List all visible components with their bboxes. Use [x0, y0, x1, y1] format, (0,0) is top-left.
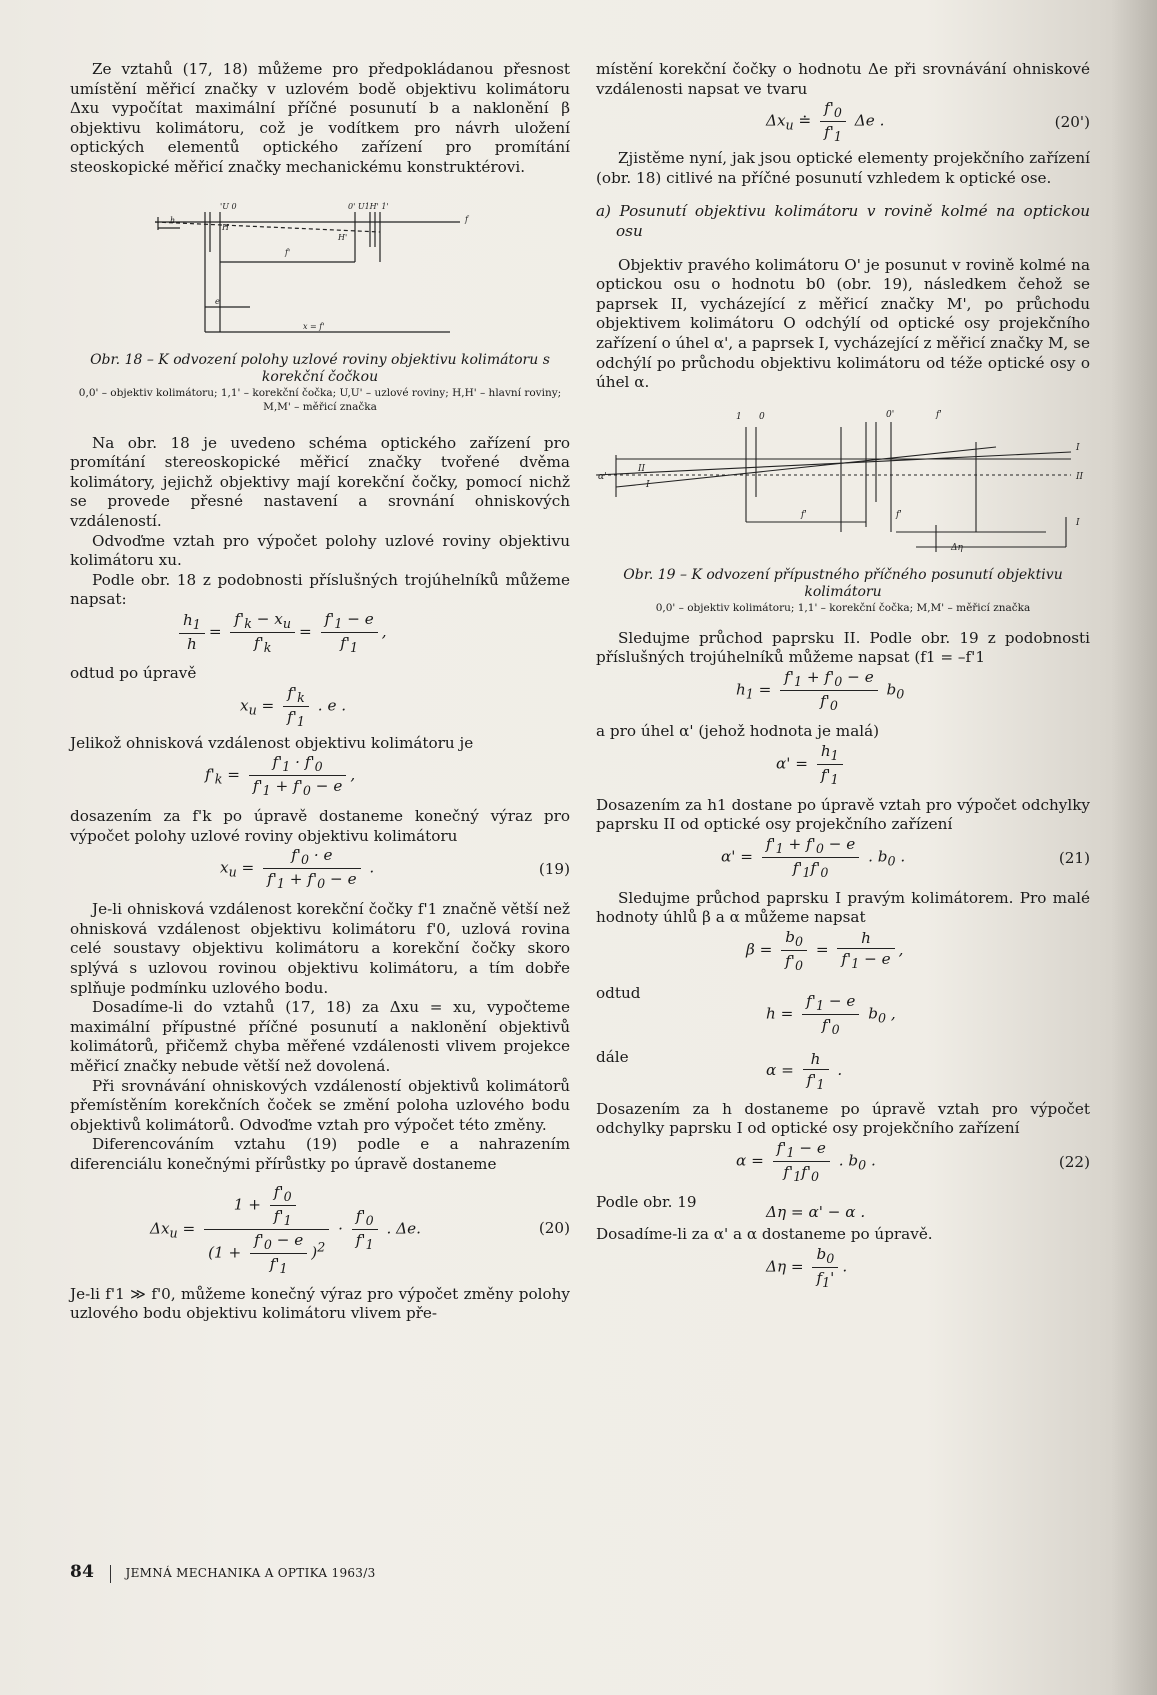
svg-text:II: II — [638, 463, 646, 474]
equation-h: odtud h = $\frac{f'_1 - e}{f'_0}$ $b_0$ , — [596, 983, 896, 1037]
equation-number: (20) — [538, 1218, 570, 1237]
paragraph: Objektiv pravého kolimátoru O' je posunut v rovině kolmé na optickou osu o hodnotu b0 (obr. 19), následkem čehož se paprsek II, vycházející z měřicí značky M', po průchodu objektivem kolimátoru O odchýlí od optické osy projekčního zařízení o úhel α', a paprsek I, vycházející z měřicí značky M, se odchýlí po průchodu objektivu kolimátoru od téže optické osy o úhel α. — [596, 255, 1090, 392]
figure-18 — [70, 192, 570, 342]
divider — [110, 1565, 111, 1583]
journal-name: JEMNÁ MECHANIKA A OPTIKA 1963/3 — [125, 1566, 376, 1580]
svg-text:I: I — [1076, 442, 1080, 453]
svg-text:f: f — [465, 214, 468, 224]
svg-text:0: 0 — [759, 411, 765, 422]
equation-number: (21) — [1058, 848, 1090, 867]
right-column — [596, 60, 1090, 1295]
svg-text:e: e — [215, 296, 220, 306]
paragraph: místění korekční čočky o hodnotu Δe při srovnávání ohniskové vzdálenosti napsat ve tvaru — [596, 60, 1090, 98]
equation-delta-eta-final: Δη = $\frac{b_0}{f_1'}$ . — [766, 1244, 848, 1290]
svg-text:H: H — [222, 222, 229, 232]
svg-text:Δη: Δη — [951, 542, 963, 553]
equation-alpha-prime-simple: α' = $\frac{h_1}{f'_1}$ — [596, 742, 1090, 796]
svg-text:0': 0' — [886, 409, 895, 420]
paragraph: Při srovnávání ohniskových vzdáleností objektivů kolimátorů přemístěním korekčních čoček se změní poloha uzlového bodu objektivů kolimátorů. Odvoďme vztah pro výpočet této změny. — [70, 1076, 570, 1134]
figure-19-diagram — [596, 407, 1090, 557]
paragraph: Diferencováním vztahu (19) podle e a nahrazením diferenciálu konečnými přírůstky po úpravě dostaneme — [70, 1135, 570, 1173]
paragraph: Je-li ohnisková vzdálenost korekční čočky f'1 značně větší než ohnisková vzdálenost objektivu kolimátoru f'0, uzlová rovina celé soustavy objektivu kolimátoru a korekční čočky skoro splývá s uzlovou rovinou objektivu kolimátoru, a tím dobře splňuje podmínku uzlového bodu. — [70, 900, 570, 997]
paragraph: Dosazením za h1 dostane po úpravě vztah pro výpočet odchylky paprsku II od optické osy projekčního zařízení — [596, 795, 1090, 834]
svg-text:0' U1H' 1': 0' U1H' 1' — [348, 201, 389, 211]
page-number: 84 — [70, 1562, 95, 1582]
label-podle: Podle obr. 19 — [596, 1193, 697, 1212]
figure-18-diagram — [70, 192, 570, 342]
equation-20: $\Delta x_u$ = 1 + $\frac{f'_0}{f'_1}$ (1 + $\frac{f'_0 - e}{f'_1}$ )$^2$ · $\frac{f'_0}{f'_1}$ . Δe. (20) — [150, 1182, 570, 1276]
svg-text:II: II — [1076, 471, 1084, 482]
svg-text:f': f' — [801, 509, 807, 520]
paragraph: Ze vztahů (17, 18) můžeme pro předpokládanou přesnost umístění měřicí značky v uzlovém bodě objektivu kolimátoru Δxu vypočítat maximální příčné posunutí b a naklonění β objektivu kolimátoru, což je vodítkem pro návrh uložení optických elementů optického zařízení pro promítání steoskopické měřicí značky mechanickému konstruktérovi. — [70, 60, 570, 176]
figure-18-caption: Obr. 18 – K odvození polohy uzlové roviny objektivu kolimátoru s korekční čočkou — [90, 351, 550, 385]
svg-text:1: 1 — [736, 411, 742, 422]
paragraph: Dosadíme-li do vztahů (17, 18) za Δxu = xu, vypočteme maximální přípustné příčné posunutí a naklonění objektivů kolimátorů, přičemž chyba měřené vzdálenosti vlivem projekce měřicí značky nebude větší než dovolená. — [70, 998, 570, 1076]
label-dale: dále — [596, 1047, 629, 1066]
equation-fk: $f'_k$ = $\frac{f'_1 \cdot f'_0}{f'_1 + f'_0 - e}$ , — [205, 753, 356, 799]
paragraph: Odvoďme vztah pro výpočet polohy uzlové roviny objektivu kolimátoru xu. — [70, 531, 570, 570]
svg-text:H': H' — [338, 232, 348, 242]
equation-h1: $h_1$ = $\frac{f'_1 + f'_0 - e}{f'_0}$ $b_0$ — [736, 667, 905, 713]
equation-number: (22) — [1058, 1153, 1090, 1172]
left-column — [70, 60, 570, 1324]
equation-number: (19) — [538, 860, 570, 879]
paragraph: Sledujme průchod paprsku II. Podle obr. 19 z podobnosti příslušných trojúhelníků můžeme napsat (f1 = –f'1 — [596, 628, 1090, 667]
paragraph: a pro úhel α' (jehož hodnota je malá) — [596, 721, 880, 740]
svg-text:f': f' — [285, 247, 291, 257]
paragraph: Na obr. 18 je uvedeno schéma optického zařízení pro promítání stereoskopické měřicí značky tvořené dvěma kolimátory, jejichž objektivy mají korekční čočky, pomocí nichž se provede přesné nastavení a srovnání ohniskových vzdáleností. — [70, 433, 570, 530]
figure-18-legend: 0,0' – objektiv kolimátoru; 1,1' – korekční čočka; U,U' – uzlové roviny; H,H' – hlavní roviny; M,M' – měřicí značka — [78, 386, 562, 413]
page-footer — [70, 1562, 376, 1583]
equation-similar-triangles: $\frac{h_1}{h}$ = $\frac{f'_k - x_u}{f'_k}$ = $\frac{f'_1 - e}{f'_1}$ , — [70, 610, 570, 664]
equation-number: (20') — [1054, 113, 1090, 132]
svg-text:f': f' — [936, 409, 942, 420]
svg-text:h: h — [170, 215, 176, 225]
equation-21: α' = $\frac{f'_1 + f'_0 - e}{f'_1f'_0}$ . $b_0$ . (21) — [721, 834, 1090, 880]
figure-19-caption: Obr. 19 – K odvození přípustného příčného posunutí objektivu kolimátoru — [623, 566, 1063, 600]
paragraph: Je-li f'1 ≫ f'0, můžeme konečný výraz pro výpočet změny polohy uzlového bodu objektivu kolimátoru vlivem pře- — [70, 1284, 570, 1323]
figure-19 — [596, 407, 1090, 557]
figure-19-legend: 0,0' – objektiv kolimátoru; 1,1' – korekční čočka; M,M' – měřicí značka — [655, 601, 1031, 614]
paragraph: Sledujme průchod paprsku I pravým kolimátorem. Pro malé hodnoty úhlů β a α můžeme napsat — [596, 888, 1090, 927]
equation-beta: β = $\frac{b_0}{f'_0}$ = $\frac{h}{f'_1 - e}$ , — [746, 927, 904, 973]
equation-19: $x_u$ = $\frac{f'_0 \cdot e}{f'_1 + f'_0 - e}$ . (19) — [220, 846, 570, 892]
equation-xu-simple: $x_u$ = $\frac{f'_k}{f'_1}$ . e . — [240, 683, 347, 729]
svg-text:I: I — [1076, 517, 1080, 528]
equation-delta-eta: Podle obr. 19 Δη = α' − α . — [596, 1193, 866, 1222]
svg-text:x = f': x = f' — [303, 321, 325, 331]
svg-text:f': f' — [896, 509, 902, 520]
svg-text:'U 0: 'U 0 — [220, 201, 237, 211]
paragraph: Podle obr. 18 z podobnosti příslušných trojúhelníků můžeme napsat: — [70, 570, 570, 609]
paragraph: Dosazením za h dostaneme po úpravě vztah pro výpočet odchylky paprsku I od optické osy projekčního zařízení — [596, 1099, 1090, 1138]
equation-alpha-simple: dále α = $\frac{h}{f'_1}$ . — [596, 1047, 843, 1092]
paragraph: Jelikož ohnisková vzdálenost objektivu kolimátoru je — [70, 733, 474, 752]
paragraph: dosazením za f'k po úpravě dostaneme konečný výraz pro výpočet polohy uzlové roviny objektivu kolimátoru — [70, 807, 570, 845]
section-heading: a) Posunutí objektivu kolimátoru v rovině kolmé na optickou osu — [596, 202, 1090, 240]
paragraph: Dosadíme-li za α' a α dostaneme po úpravě. — [596, 1225, 933, 1244]
svg-text:α': α' — [598, 471, 607, 482]
equation-22: α = $\frac{f'_1 - e}{f'_1f'_0}$ . $b_0$ . (22) — [736, 1139, 1090, 1185]
svg-text:I: I — [646, 479, 650, 490]
paragraph: Zjistěme nyní, jak jsou optické elementy projekčního zařízení (obr. 18) citlivé na příčné posunutí vzhledem k optické ose. — [596, 149, 1090, 187]
equation-20-prime: $\Delta x_u$ ≐ $\frac{f'_0}{f'_1}$ Δe . (20') — [766, 99, 1090, 145]
paragraph: odtud po úpravě — [70, 663, 197, 682]
label-odtud: odtud — [596, 983, 641, 1002]
